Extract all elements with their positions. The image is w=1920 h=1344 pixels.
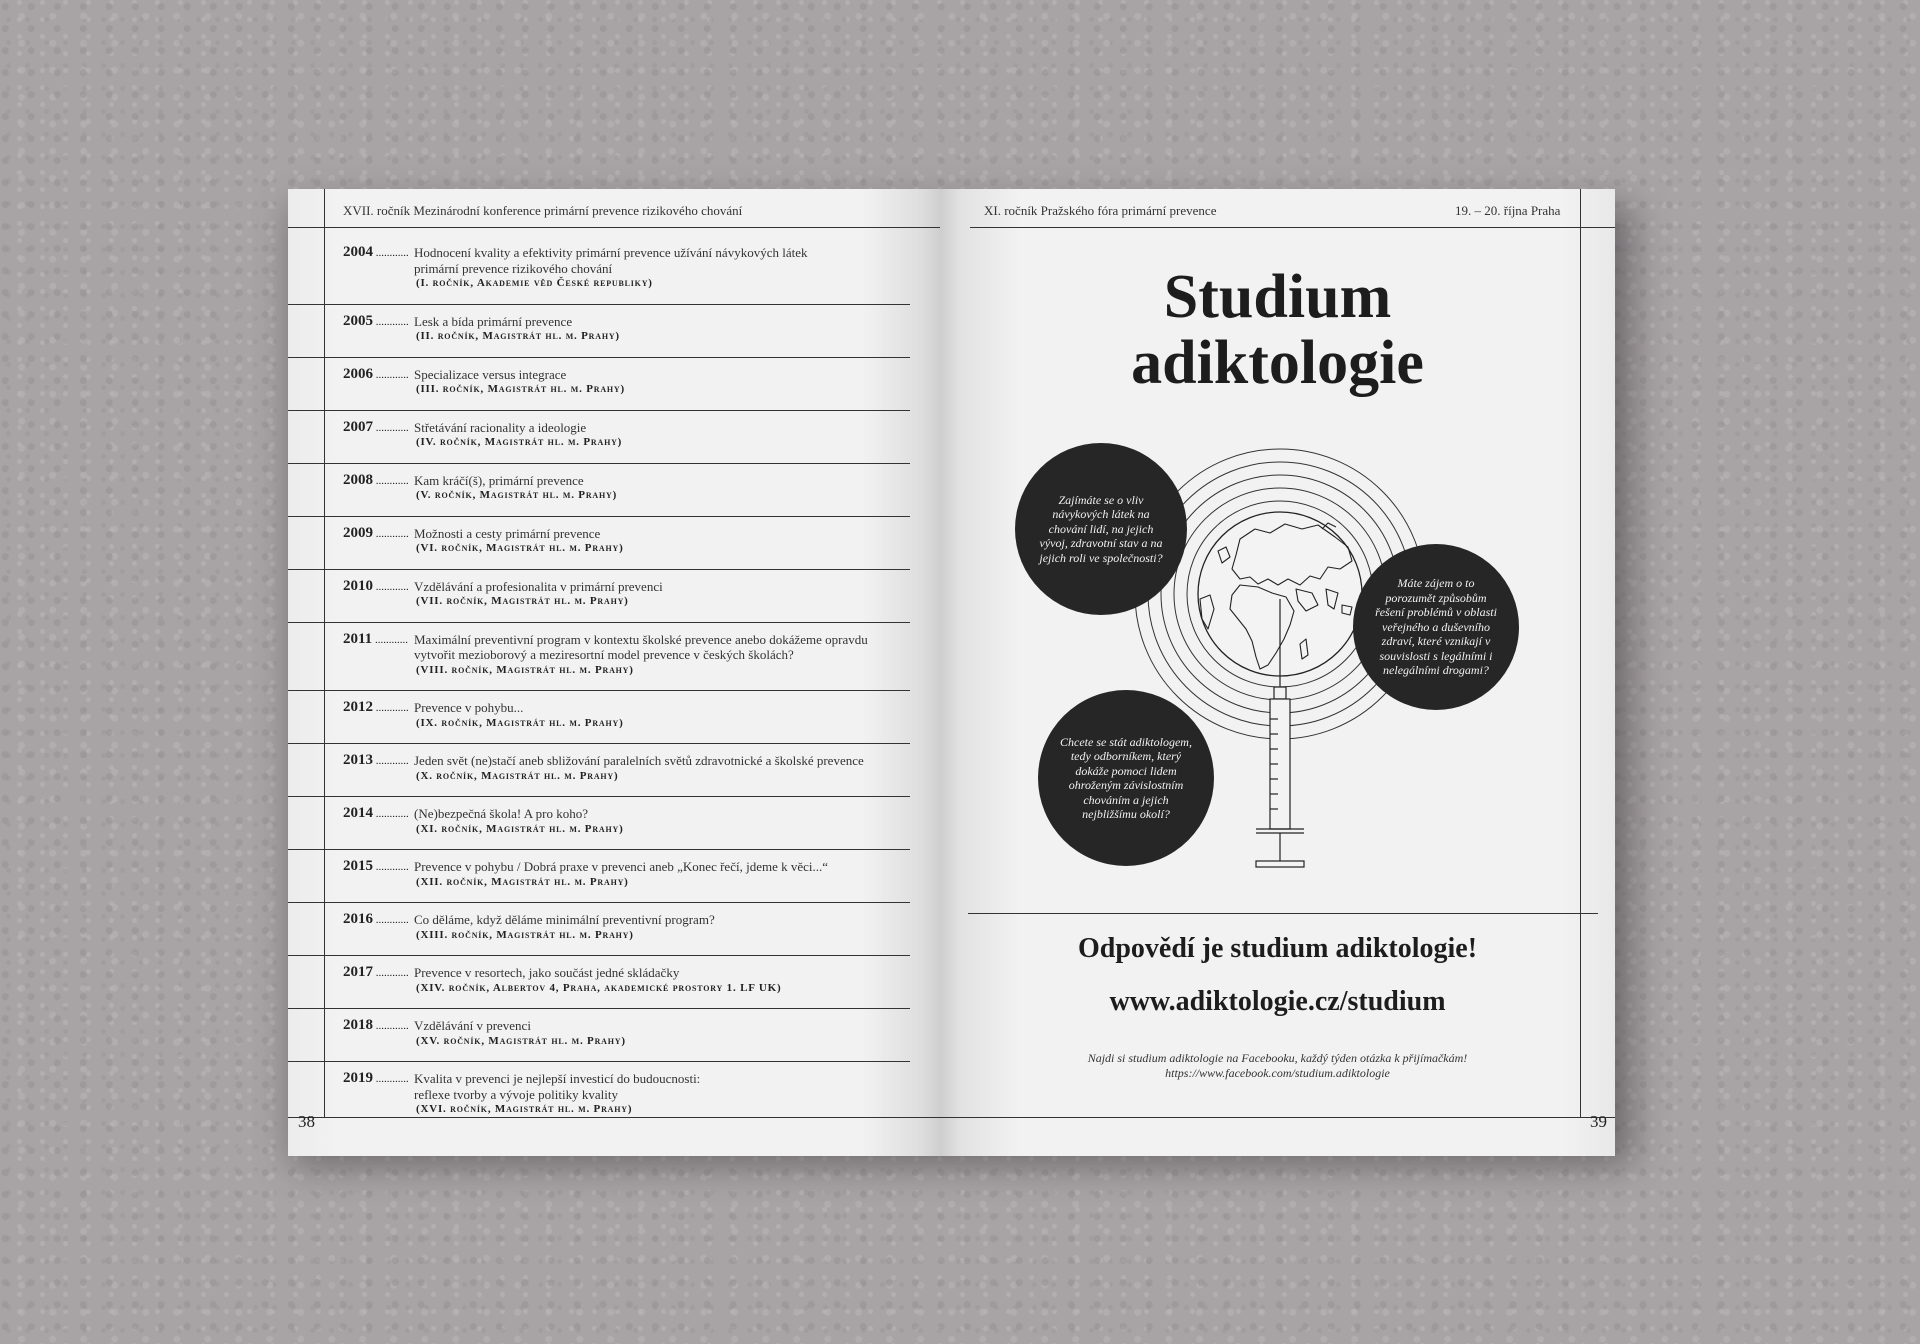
facebook-note (940, 1051, 1615, 1081)
entry-title-line: Vzdělávání v prevenci (414, 1018, 531, 1033)
entry-rule (288, 902, 910, 903)
entry-title (414, 965, 914, 996)
entry-venue: (IX. ročník, Magistrát hl. m. Prahy) (416, 716, 624, 729)
entry-venue: (I. ročník, Akademie věd České republiky) (416, 277, 653, 289)
entry-year: 2007 ..... (343, 420, 408, 437)
entry-venue: (III. ročník, Magistrát hl. m. Prahy) (416, 383, 625, 395)
question-bubble-1: Zajímáte se o vliv návykových látek na chování lidí, na jejich vývoj, zdravotní stav a na jejich roli ve společnosti? (1015, 443, 1187, 615)
entry-title (414, 912, 914, 943)
poster-title (940, 264, 1615, 396)
entry-rule (288, 1008, 910, 1009)
entry-title (414, 245, 914, 292)
header-rule (288, 227, 940, 228)
entry-title (414, 314, 914, 345)
entry-venue: (XIII. ročník, Magistrát hl. m. Prahy) (416, 928, 634, 941)
entry-title (414, 700, 914, 731)
entry-year: 2011 ..... (343, 632, 408, 649)
entry-title (414, 579, 914, 610)
entry-venue: (II. ročník, Magistrát hl. m. Prahy) (416, 330, 620, 342)
entry-rule (288, 690, 910, 691)
entry-year: 2014 ..... (343, 806, 408, 823)
entry-title-line: Prevence v resortech, jako součást jedné skládačky (414, 965, 680, 980)
entry-title (414, 473, 914, 504)
question-bubble-3: Chcete se stát adiktologem, tedy odborníkem, který dokáže pomoci lidem ohroženým závislostním chováním a jejich nejbližšímu okolí? (1038, 690, 1214, 866)
entry-title-line: Střetávání racionality a ideologie (414, 419, 587, 435)
entry-year: 2012 ..... (343, 700, 408, 717)
entry-venue: (VI. ročník, Magistrát hl. m. Prahy) (416, 542, 624, 554)
entry-title-line: Kam kráčí(š), primární prevence (414, 472, 584, 488)
title-line-2: adiktologie (1131, 329, 1424, 397)
entry-year: 2008 ..... (343, 473, 408, 490)
entry-title (414, 859, 914, 890)
entry-venue: (XIV. ročník, Albertov 4, Praha, akademické prostory 1. LF UK) (416, 981, 782, 994)
entry-rule (288, 1061, 910, 1062)
entry-year: 2006 ..... (343, 367, 408, 384)
entry-title-line: Hodnocení kvality a efektivity primární prevence užívání návykových látek (414, 245, 808, 260)
entry-year: 2016 ..... (343, 912, 408, 929)
entry-rule (288, 849, 910, 850)
entry-rule (288, 516, 910, 517)
entry-year: 2018 ..... (343, 1018, 408, 1035)
entry-year: 2017 ..... (343, 965, 408, 982)
entry-year: 2015 ..... (343, 859, 408, 876)
entry-venue: (X. ročník, Magistrát hl. m. Prahy) (416, 769, 619, 782)
question-bubble-2: Máte zájem o to porozumět způsobům řešení problémů v oblasti veřejného a duševního zdraví, které vznikají v souvislosti s legálními i nelegálními drogami? (1353, 544, 1519, 710)
entry-title (414, 1018, 914, 1049)
entry-year: 2009 ..... (343, 526, 408, 543)
entry-venue: (IV. ročník, Magistrát hl. m. Prahy) (416, 436, 623, 448)
entry-title-line: Kvalita v prevenci je nejlepší investicí do budoucnosti: (414, 1071, 701, 1086)
entry-title-line: Lesk a bída primární prevence (414, 313, 573, 329)
study-url[interactable]: www.adiktologie.cz/studium (1109, 986, 1446, 1017)
entry-title-line: Maximální preventivní program v kontextu školské prevence anebo dokážeme opravdu (414, 631, 868, 647)
entry-title-line: Možnosti a cesty primární prevence (414, 525, 601, 541)
entry-year: 2013 ..... (343, 753, 408, 770)
facebook-link[interactable]: https://www.facebook.com/studium.adiktologie (1165, 1066, 1390, 1080)
entry-year: 2004 ..... (343, 245, 408, 262)
entry-rule (288, 622, 910, 623)
entry-year: 2010 ..... (343, 579, 408, 596)
entry-rule (288, 569, 910, 570)
entry-title-line: Prevence v pohybu... (414, 700, 524, 715)
entry-venue: (XV. ročník, Magistrát hl. m. Prahy) (416, 1034, 626, 1047)
entry-title-line: (Ne)bezpečná škola! A pro koho? (414, 806, 588, 821)
right-page (940, 189, 1615, 1156)
page-number: 38 (298, 1112, 315, 1131)
entry-title-line: Vzdělávání a profesionalita v primární prevenci (414, 578, 663, 594)
facebook-note-text: Najdi si studium adiktologie na Facebooku, každý týden otázka k přijímačkám! (1087, 1051, 1468, 1065)
entry-venue: (XI. ročník, Magistrát hl. m. Prahy) (416, 822, 624, 835)
entry-rule (288, 955, 910, 956)
entry-title (414, 806, 914, 837)
page-number: 39 (1590, 1112, 1607, 1131)
entry-venue: (VII. ročník, Magistrát hl. m. Prahy) (416, 595, 629, 607)
entry-title-line: vytvořit mezioborový a meziresortní model prevence v českých školách? (414, 647, 794, 662)
entry-venue: (V. ročník, Magistrát hl. m. Prahy) (416, 489, 618, 501)
entry-rule (288, 357, 910, 358)
entry-year: 2019 ..... (343, 1071, 408, 1088)
entry-rule (288, 796, 910, 797)
entry-venue: (XVI. ročník, Magistrát hl. m. Prahy) (416, 1103, 633, 1115)
entry-title (414, 753, 914, 784)
entry-title (414, 526, 914, 557)
entry-rule (288, 743, 910, 744)
entry-title-line: Specializace versus integrace (414, 366, 567, 382)
entry-title-line: Co děláme, když děláme minimální preventivní program? (414, 912, 715, 927)
entry-title (414, 367, 914, 398)
entry-title-line: Prevence v pohybu / Dobrá praxe v prevenci aneb „Konec řečí, jdeme k věci...“ (414, 859, 829, 874)
margin-rule (324, 189, 325, 1117)
running-head-left: XI. ročník Pražského fóra primární prevence (984, 203, 1217, 218)
divider-rule (968, 913, 1598, 914)
left-page (288, 189, 940, 1156)
running-head: XVII. ročník Mezinárodní konference primární prevence rizikového chování (343, 203, 743, 218)
answer-headline: Odpovědí je studium adiktologie! (1077, 933, 1478, 964)
entry-title-line: primární prevence rizikového chování (414, 260, 613, 276)
title-line-1: Studium (1163, 263, 1392, 331)
entry-rule (288, 463, 910, 464)
entry-year: 2005 ..... (343, 314, 408, 331)
entry-title-line: Jeden svět (ne)stačí aneb sbližování paralelních světů zdravotnické a školské prevence (414, 753, 864, 768)
entry-title (414, 632, 914, 679)
footer-rule (940, 1117, 1615, 1118)
entry-venue: (VIII. ročník, Magistrát hl. m. Prahy) (416, 663, 634, 676)
entry-title-line: reflexe tvorby a vývoje politiky kvality (414, 1086, 618, 1102)
header-rule (970, 227, 1615, 228)
entry-title (414, 1071, 914, 1118)
running-head-right: 19. – 20. října Praha (1455, 203, 1561, 218)
entry-rule (288, 304, 910, 305)
entry-venue: (XII. ročník, Magistrát hl. m. Prahy) (416, 875, 629, 888)
entry-rule (288, 410, 910, 411)
entry-title (414, 420, 914, 451)
